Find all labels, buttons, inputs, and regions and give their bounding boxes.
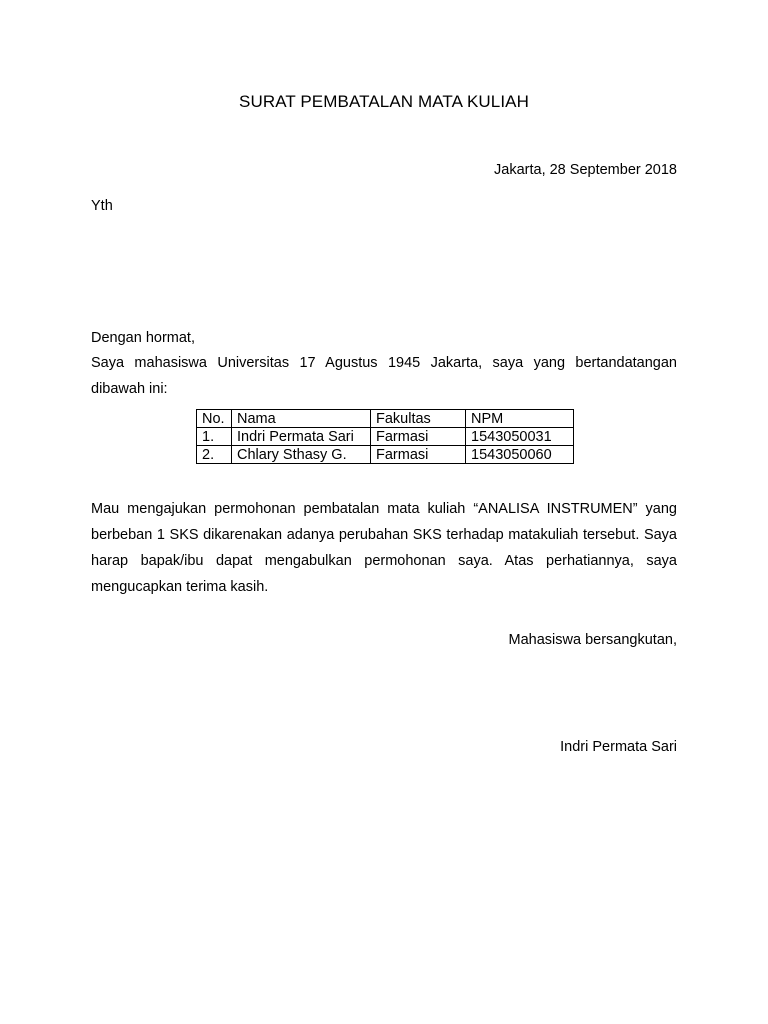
table-header-row [197,410,574,428]
place-date: Jakarta, 28 September 2018 [494,162,677,178]
header-cell-fakultas: Fakultas [371,410,466,428]
cell-npm: 1543050060 [466,446,574,464]
header-cell-npm: NPM [466,410,574,428]
table-row [197,446,574,464]
cell-no: 1. [197,428,232,446]
intro-paragraph: Saya mahasiswa Universitas 17 Agustus 1945 Jakarta, saya yang bertandatangan dibawah ini: [91,355,677,397]
cell-npm: 1543050031 [466,428,574,446]
letter-title: SURAT PEMBATALAN MATA KULIAH [239,92,529,111]
cell-fakultas: Farmasi [371,446,466,464]
student-table [196,409,574,464]
signer-name: Indri Permata Sari [560,739,677,755]
salutation: Dengan hormat, [91,330,195,346]
table-row [197,428,574,446]
cell-nama: Indri Permata Sari [232,428,371,446]
cell-nama: Chlary Sthasy G. [232,446,371,464]
body-paragraph: Mau mengajukan permohonan pembatalan mata kuliah “ANALISA INSTRUMEN” yang berbeban 1 SKS dikarenakan adanya perubahan SKS terhadap matakuliah tersebut. Saya harap bapak/ibu dapat mengabulkan permohonan saya. Atas perhatiannya, saya mengucapkan terima kasih. [91,501,677,595]
cell-no: 2. [197,446,232,464]
addressee: Yth [91,198,113,214]
cell-fakultas: Farmasi [371,428,466,446]
header-cell-no: No. [197,410,232,428]
closing: Mahasiswa bersangkutan, [508,632,677,648]
header-cell-nama: Nama [232,410,371,428]
